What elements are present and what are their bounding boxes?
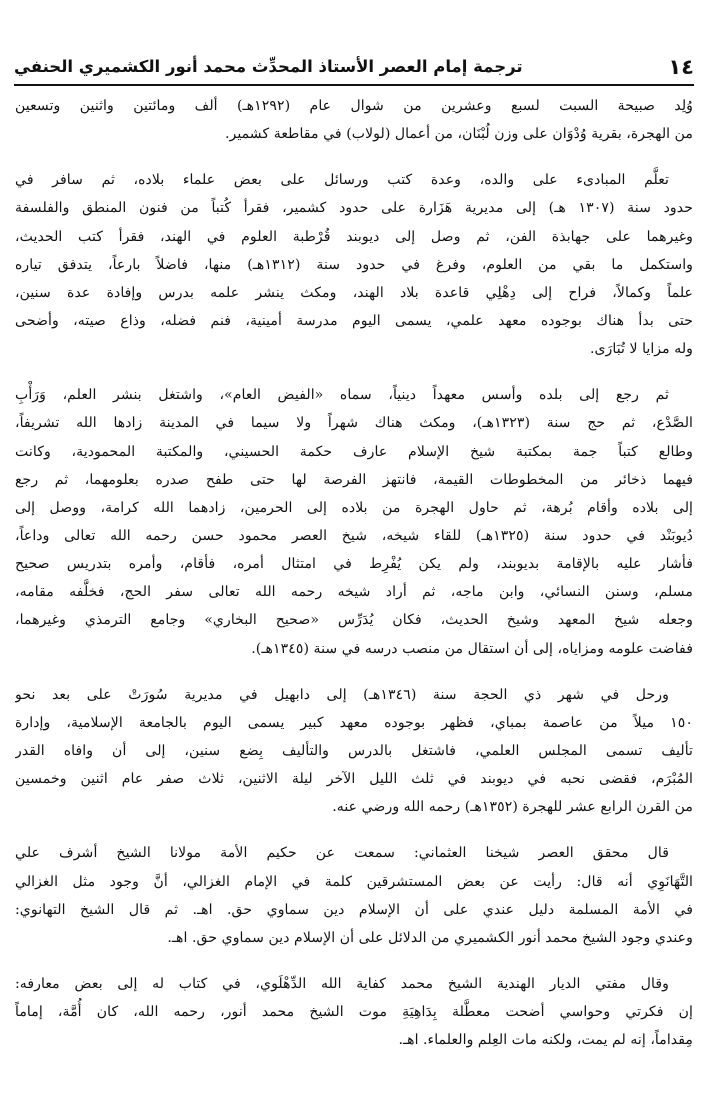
- text-line: تأليف تسمى المجلس العلمي، فاشتغل بالدرس والتأليف بِضع سنين، إلى أن وافاه القدر: [15, 742, 693, 759]
- text-line: حدود سنة (١٣٠٧ هـ) إلى مديرية هَزَارة على حدود كشمير، فقرأ كُتباً من فنون المنطق والفلسفة: [15, 200, 693, 217]
- text-line: واستكمل ما بقي من العلوم، وفرغ في حدود سنة (١٣١٢هـ) منها، فاضلاً بارعاً، يتدفق تياره: [15, 256, 693, 273]
- body-text: [15, 92, 693, 1072]
- text-line: من الهجرة، بقرية وُدْوَان على وزن لُبْنَان، من أعمال (لولاب) في مقاطعة كشمير.: [224, 126, 693, 143]
- paragraph: [15, 166, 693, 363]
- text-line: ثم رجع إلى بلده وأسس معهداً دينياً، سماه «الفيض العام»، واشتغل بنشر العلم، وَرَأْبِ: [15, 387, 669, 404]
- text-line: وجعله شيخ المعهد وشيخ الحديث، فكان يُدَرِّس «صحيح البخاري» وجامع الترمذي وغيرهما،: [15, 612, 693, 629]
- paragraph: [15, 681, 693, 822]
- text-line: علماً وكمالاً، فراح إلى دِهْلِي قاعدة بلاد الهند، ومكث ينشر علمه بدرس وإفادة عدة سنين،: [15, 284, 693, 301]
- running-title: ترجمة إمام العصر الأستاذ المحدِّث محمد أنور الكشميري الحنفي: [14, 57, 523, 76]
- paragraph: [15, 970, 693, 1054]
- paragraph: [15, 381, 693, 662]
- text-line: المُبْرَم، فقضى نحبه في ديوبند في ثلث الليل الآخر ليلة الاثنين، ثلاث صفر عام اثنين وخمسين: [15, 771, 693, 788]
- header-rule: [14, 84, 694, 86]
- text-line: في الأمة المسلمة دليل عندي على أن الإسلام دين سماوي حق. اهـ. ثم قال الشيخ التهانوي:: [15, 901, 693, 918]
- text-line: ورحل في شهر ذي الحجة سنة (١٣٤٦هـ) إلى دابهيل في مديرية سُورَتْ على بعد نحو: [15, 686, 669, 703]
- text-line: تعلَّم المبادىء على والده، وعدة كتب ورسائل على بعض علماء بلاده، ثم سافر في: [15, 172, 669, 189]
- text-line: الصَّدْع، ثم حج سنة (١٣٢٣هـ)، ومكث هناك شهراً ولا سيما في المدينة زادها الله تشريفاً،: [15, 415, 693, 432]
- text-line: إلى بلاده وأقام بُرهة، ثم حاول الهجرة من بلاده إلى الحرمين، زادهما الله كرامة، ووصل إلى: [15, 499, 693, 516]
- text-line: مِقداماً، إنه لم يمت، ولكنه مات العِلم والعلماء. اهـ.: [398, 1032, 693, 1049]
- text-line: قال محقق العصر شيخنا العثماني: سمعت عن حكيم الأمة مولانا الشيخ أشرف علي: [15, 845, 669, 862]
- page-number: ١٤: [668, 55, 694, 79]
- paragraph: [15, 839, 693, 952]
- text-line: التَّهَانَوِي أنه قال: رأيت عن بعض المستشرقين كلمة في الإمام الغزالي، أنَّ وجود مثل الغزالي: [15, 873, 693, 890]
- text-line: وقال مفتي الديار الهندية الشيخ محمد كفاية الله الدِّهْلَوي، في كتاب له إلى بعض معارفه:: [15, 975, 669, 992]
- text-line: فأشار عليه بالإقامة بديوبند، ولم يكن يُفْرِط في امتثال أمره، فأقام، وأمره بتدريس صحيح: [15, 556, 693, 573]
- text-line: من القرن الرابع عشر للهجرة (١٣٥٢هـ) رحمه الله ورضي عنه.: [332, 799, 693, 816]
- text-line: وطالع كتباً جمة بمكتبة شيخ الإسلام عارف حكمة الحسيني، والمكتبة المحمودية، وكانت: [15, 443, 693, 460]
- text-line: دُيوبَنْد في حدود سنة (١٣٢٥هـ) للقاء شيخه، شيخ العصر محمود حسن رحمه الله تعالى وداعاً،: [15, 527, 693, 544]
- text-line: وُلِد صبيحة السبت لسبع وعشرين من شوال عام (١٢٩٢هـ) ألف ومائتين واثنين وتسعين: [15, 98, 693, 114]
- text-line: وله مزايا لا تُبَارَى.: [589, 341, 693, 358]
- text-line: حتى بدأ هناك بوجوده معهد علمي، يسمى اليوم مدرسة أمينية، فنم فضله، وذاع صيته، وأضحى: [15, 312, 693, 329]
- page-header: [14, 50, 694, 80]
- text-line: وغيرهما على جهابذة الفن، ثم وصل إلى ديوبند قُرْطبة العلوم في الهند، فقرأ كتب الحديث،: [15, 228, 693, 245]
- paragraph: [15, 92, 693, 148]
- text-line: ١٥٠ ميلاً من عاصمة بمباي، فظهر بوجوده معهد كبير يسمى اليوم بالجامعة الإسلامية، وإدارة: [15, 714, 693, 731]
- text-line: ففاضت علومه ومزاياه، إلى أن استقال من منصب درسه في سنة (١٣٤٥هـ).: [251, 640, 693, 657]
- text-line: إن فكرتي وحواسي أضحت معطَّلة بِدَاهِيَةِ موت الشيخ محمد أنور، رحمه الله، كان أُمَّة، إماماً: [15, 1004, 693, 1021]
- text-line: مسلم، وسنن النسائي، وابن ماجه، ثم أراد شيخه رحمه الله تعالى سفر الحج، فخلَّفه مقامه،: [15, 584, 693, 601]
- text-line: فيهما ذخائر من المخطوطات القيمة، فانتهز الفرصة لها حتى طفح صدره بعلومهما، ثم رجع: [15, 471, 693, 488]
- text-line: وعندي وجود الشيخ محمد أنور الكشميري من الدلائل على أن الإسلام دين سماوي حق. اهـ.: [167, 929, 693, 946]
